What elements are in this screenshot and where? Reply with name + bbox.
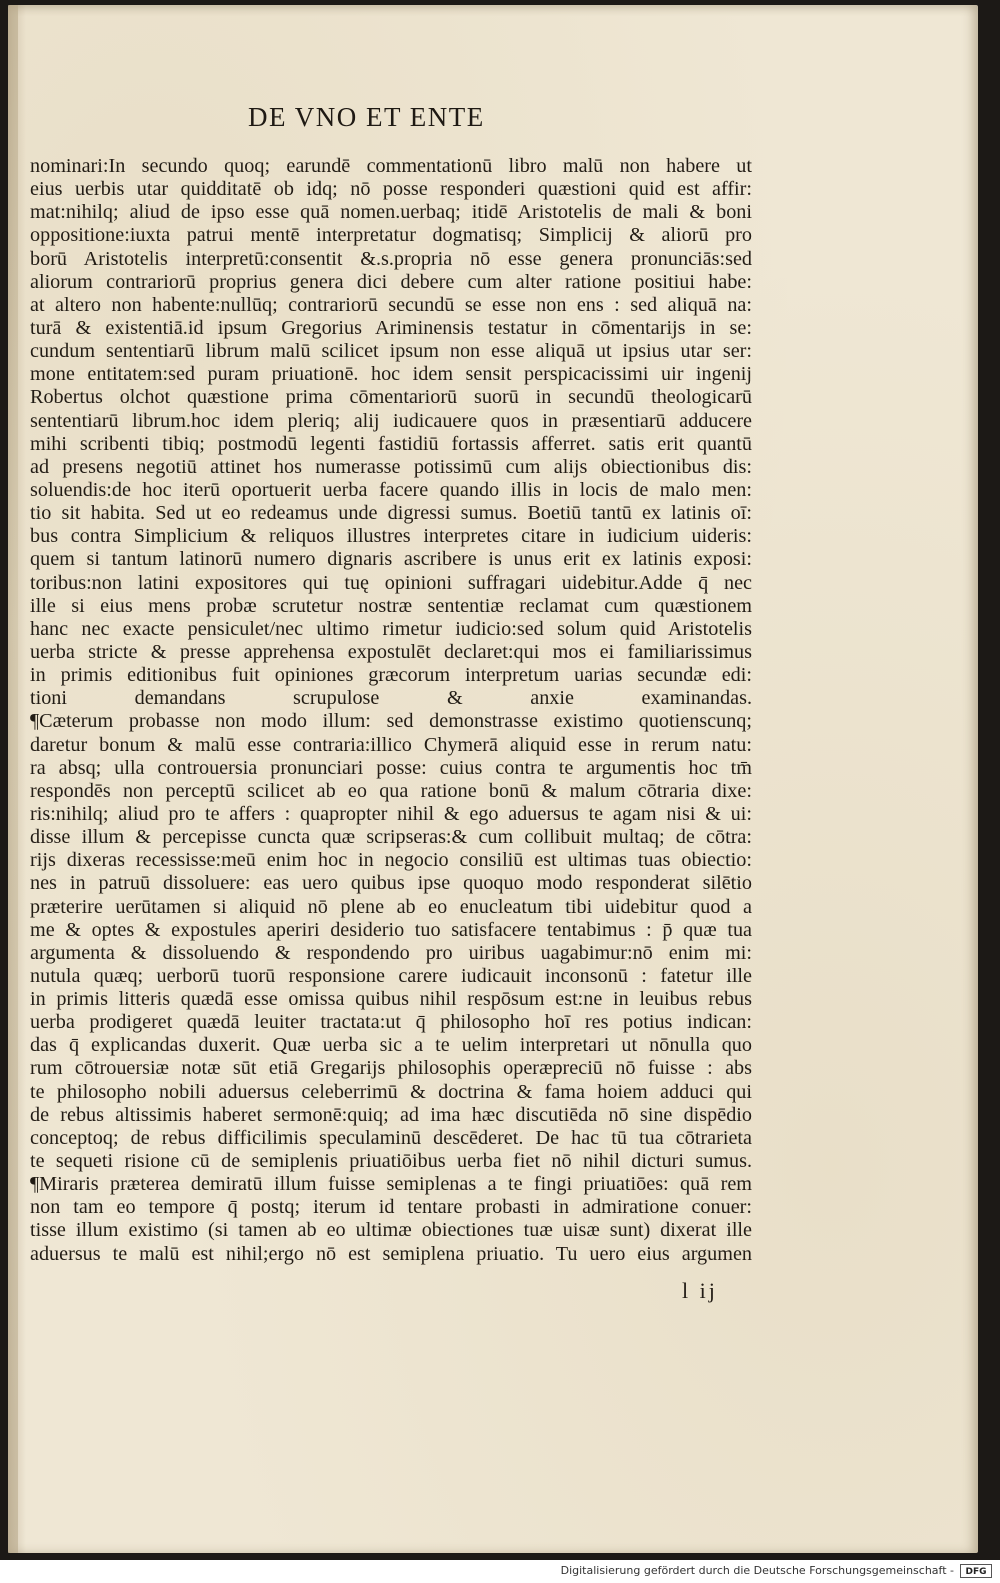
text-line: te philosopho nobili aduersus celeberrimū & doctrina & fama hoiem adduci qui: [30, 1080, 752, 1103]
text-line: in primis editionibus fuit opiniones græcorum interpretum uarias secundæ edi:: [30, 664, 752, 687]
text-line: uerba stricte & presse apprehensa expostulēt declaret:qui mos ei familiarissimus: [30, 640, 752, 663]
text-line: borū Aristotelis interpretū:consentit &.s.propria nō esse genera pronunciās:sed: [30, 247, 752, 270]
page-gutter: [8, 5, 18, 1553]
text-line: ris:nihilq; aliud pro te affers : quapropter nihil & ego aduersus te agam nisi & ui:: [30, 802, 752, 825]
text-line: uerba prodigeret quædā leuiter tractata:ut q̄ philosopho hoī res potius indican:: [30, 1011, 752, 1034]
running-head: DE VNO ET ENTE: [248, 102, 485, 132]
text-line: soluendis:de hoc iterū oportuerit uerba facere quando illis in locis de malo men:: [30, 478, 752, 501]
text-line: mat:nihilq; aliud de ipso esse quā nomen.uerbaq; itidē Aristotelis de mali & boni: [30, 201, 752, 224]
body-text: [30, 155, 752, 1266]
text-line: at altero non habente:nullūq; contrariorū secundū se esse non ens : sed aliquā na:: [30, 293, 752, 316]
text-line: hanc nec exacte pensiculet/nec ultimo rimetur iudicio:sed solum quid Aristotelis: [30, 617, 752, 640]
text-line: das q̄ explicandas duxerit. Quæ uerba sic a te uelim interpretari ut nōnulla quo: [30, 1034, 752, 1057]
text-line: præterire uerūtamen si aliquid nō plene ab eo enucleatum tibi uidebitur quod a: [30, 895, 752, 918]
text-line: rum cōtrouersiæ notæ sūt etiā Gregarijs philosophis operæpreciū nō fuisse : abs: [30, 1057, 752, 1080]
text-line: te sequeti risione cū de semiplenis priuatiōibus uerba fiet nō nihil dicturi sumus.: [30, 1150, 752, 1173]
text-line: nutula quæq; uerborū tuorū responsione carere iudicauit inconsonū : fatetur ille: [30, 964, 752, 987]
text-line: me & optes & expostules aperiri desiderio tuo satisfacere tentabimus : p̄ quæ tua: [30, 918, 752, 941]
text-line: Robertus olchot quæstione prima cōmentariorū suorū in secundū theologicarū: [30, 386, 752, 409]
text-line: ¶Cæterum probasse non modo illum: sed demonstrasse existimo quotienscunq;: [30, 710, 752, 733]
digitization-credit: Digitalisierung gefördert durch die Deutsche Forschungsgemeinschaft -: [560, 1564, 954, 1577]
text-line: sententiarū librum.hoc idem pleriq; alij iudicauere quos in præsentiarū adducere: [30, 409, 752, 432]
text-line: respondēs non perceptū scilicet ab eo qua ratione bonū & malum cōtraria dixe:: [30, 779, 752, 802]
text-line: cundum sententiarū librum malū scilicet ipsum non esse aliquā ut ipsius utar ser:: [30, 340, 752, 363]
text-line: oppositione:iuxta patrui mentē interpretatur dogmatisq; Simplicij & aliorū pro: [30, 224, 752, 247]
text-line: disse illum & percepisse cuncta quæ scripseras:& cum collibuit multaq; de cōtra:: [30, 826, 752, 849]
text-line: de rebus altissimis haberet sermonē:quiq; ad ima hæc discutiēda nō sine dispēdio: [30, 1103, 752, 1126]
text-line: mone entitatem:sed puram priuationē. hoc idem sensit perspicacissimi uir ingenij: [30, 363, 752, 386]
text-line: eius uerbis utar quidditatē ob idq; nō posse responderi quæstioni quid est affir:: [30, 178, 752, 201]
text-line: nominari:In secundo quoq; earundē commentationū libro malū non habere ut: [30, 155, 752, 177]
text-line: mihi scribenti tibiq; postmodū legenti fastidiū fortassis afferret. satis erit quantū: [30, 432, 752, 455]
text-line: bus contra Simplicium & reliquos illustres interpretes citare in iudicium uideris:: [30, 525, 752, 548]
text-line: non tam eo tempore q̄ postq; iterum id tentare probasti in admiratione conuer:: [30, 1196, 752, 1219]
text-line: nes in patruū dissoluere: eas uero quibus ipse quoquo modo responderat silētio: [30, 872, 752, 895]
text-line: quem si tantum latinorū numero dignaris ascribere is unus erit ex latinis exposi:: [30, 548, 752, 571]
text-line: toribus:non latini expositores qui tuę opinioni suffragari uidebitur.Adde q̄ nec: [30, 571, 752, 594]
text-line: ra absq; ulla controuersia pronunciari posse: cuius contra te argumentis hoc tm̄: [30, 756, 752, 779]
text-line: argumenta & dissoluendo & respondendo pro uiribus uagabimur:nō enim mi:: [30, 941, 752, 964]
text-line: in primis litteris quædā esse omissa quibus nihil respōsum est:ne in leuibus rebus: [30, 988, 752, 1011]
text-line: ad presens negotiū attinet hos numerasse potissimū cum alijs obiectionibus dis:: [30, 455, 752, 478]
text-line: tio sit habita. Sed ut eo redeamus unde digressi sumus. Boetiū tantū ex latinis oī:: [30, 502, 752, 525]
text-line: rijs dixeras recessisse:meū enim hoc in negocio consiliū est ultimas tuas obiectio:: [30, 849, 752, 872]
text-line: turā & existentiā.id ipsum Gregorius Ariminensis testatur in cōmentarijs in se:: [30, 316, 752, 339]
text-line: tisse illum existimo (si tamen ab eo ultimæ obiectiones tuæ uisæ sunt) dixerat ille: [30, 1219, 752, 1242]
text-line: conceptoq; de rebus difficilimis speculaminū descēderet. De hac tū tua cōtrarieta: [30, 1126, 752, 1149]
signature-mark: l ij: [682, 1278, 718, 1303]
text-line: ¶Miraris præterea demiratū illum fuisse semiplenas a te fingi priuatiōes: quā rem: [30, 1173, 752, 1196]
text-line: aduersus te malū est nihil;ergo nō est semiplena priuatio. Tu uero eius argumen: [30, 1242, 752, 1265]
dfg-logo: DFG: [960, 1564, 992, 1578]
footer-bar: [0, 1560, 1000, 1583]
text-line: tioni demandans scrupulose & anxie examinandas.: [30, 687, 752, 710]
text-line: daretur bonum & malū esse contraria:illico Chymerā aliquid esse in rerum natu:: [30, 733, 752, 756]
text-line: ille si eius mens probæ scrutetur nostræ sententiæ reclamat cum quæstionem: [30, 594, 752, 617]
text-line: aliorum contrariorū proprius genera dici debere cum alter ratione positiui habe:: [30, 270, 752, 293]
